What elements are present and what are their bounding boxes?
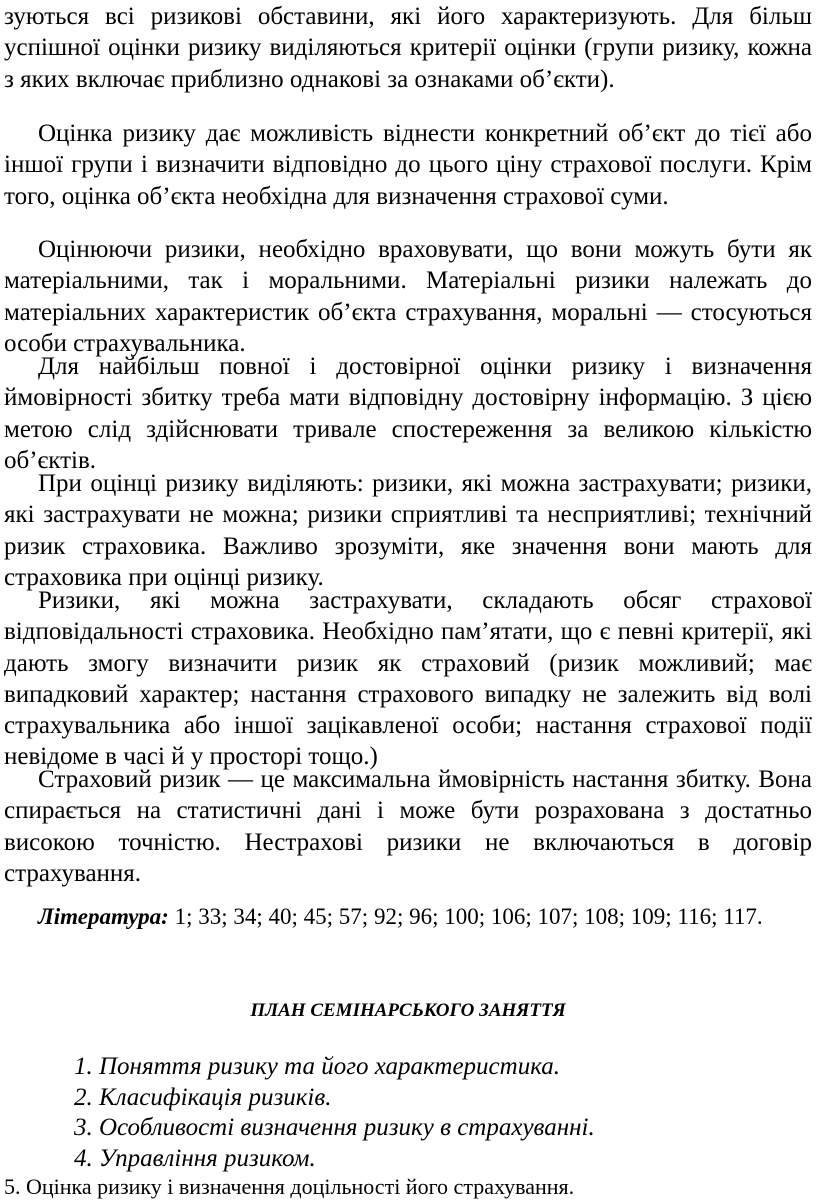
literature-label: Література:: [38, 904, 169, 929]
plan-item-last: 5. Оцінка ризику і визначення доцільності його страхування.: [4, 1174, 575, 1199]
literature-refs: 1; 33; 34; 40; 45; 57; 92; 96; 100; 106; 107; 108; 109; 116; 117.: [174, 904, 763, 929]
plan-item: 2. Класифікація ризиків.: [74, 1083, 332, 1111]
seminar-plan-title: ПЛАН СЕМІНАРСЬКОГО ЗАНЯТТЯ: [250, 1000, 566, 1021]
paragraph-insurance-risk-definition: Страховий ризик — це максимальна ймовірність настання збитку. Вона спирається на статистичні дані і може бути розрахована з достатньо високою точністю. Нестрахові ризики не включаються в договір страхування.: [4, 766, 812, 887]
plan-item: 1. Поняття ризику та його характеристика.: [74, 1053, 561, 1080]
literature-references: [38, 901, 812, 932]
paragraph-material-moral-risks: Оцінюючи ризики, необхідно враховувати, що вони можуть бути як матеріальними, так і моральними. Матеріальні ризики належать до матеріальних характеристик об’єкта страхування, моральні — стосуються особи страхувальника.: [4, 236, 812, 357]
seminar-plan-list: [74, 1052, 595, 1174]
plan-item: 4. Управління ризиком.: [74, 1144, 316, 1172]
paragraph-risk-assessment: Оцінка ризику дає можливість віднести конкретний об’єкт до тієї або іншої групи і визначити відповідно до цього ціну страхової послуги. Крім того, оцінка об’єкта необхідна для визначення страхової суми.: [4, 120, 812, 210]
paragraph-continuation: зуються всі ризикові обставини, які його характеризують. Для більш успішної оцінки ризику виділяються критерії оцінки (групи ризику, кожна з яких включає приблизно однакові за ознаками об’єкти).: [4, 3, 812, 93]
plan-item: 3. Особливості визначення ризику в страхуванні.: [74, 1114, 595, 1141]
paragraph-insurable-risks: Ризики, які можна застрахувати, складають обсяг страхової відповідальності страховика. Необхідно пам’ятати, що є певні критерії, які дають змогу визначити ризик як страховий (ризик можливий; має випадковий характер; настання страхового випадку не залежить від волі страхувальника або іншої зацікавленої особи; настання страхової події невідоме в часі й у просторі тощо.): [4, 587, 812, 771]
paragraph-risk-types: При оцінці ризику виділяють: ризики, які можна застрахувати; ризики, які застрахувати не можна; ризики сприятливі та несприятливі; технічний ризик страховика. Важливо зрозуміти, яке значення вони мають для страховика при оцінці ризику.: [4, 470, 812, 591]
paragraph-reliable-information: Для найбільш повної і достовірної оцінки ризику і визначення ймовірності збитку треба мати відповідну достовірну інформацію. З цією метою слід здійснювати тривале спостереження за великою кількістю об’єктів.: [4, 353, 812, 474]
